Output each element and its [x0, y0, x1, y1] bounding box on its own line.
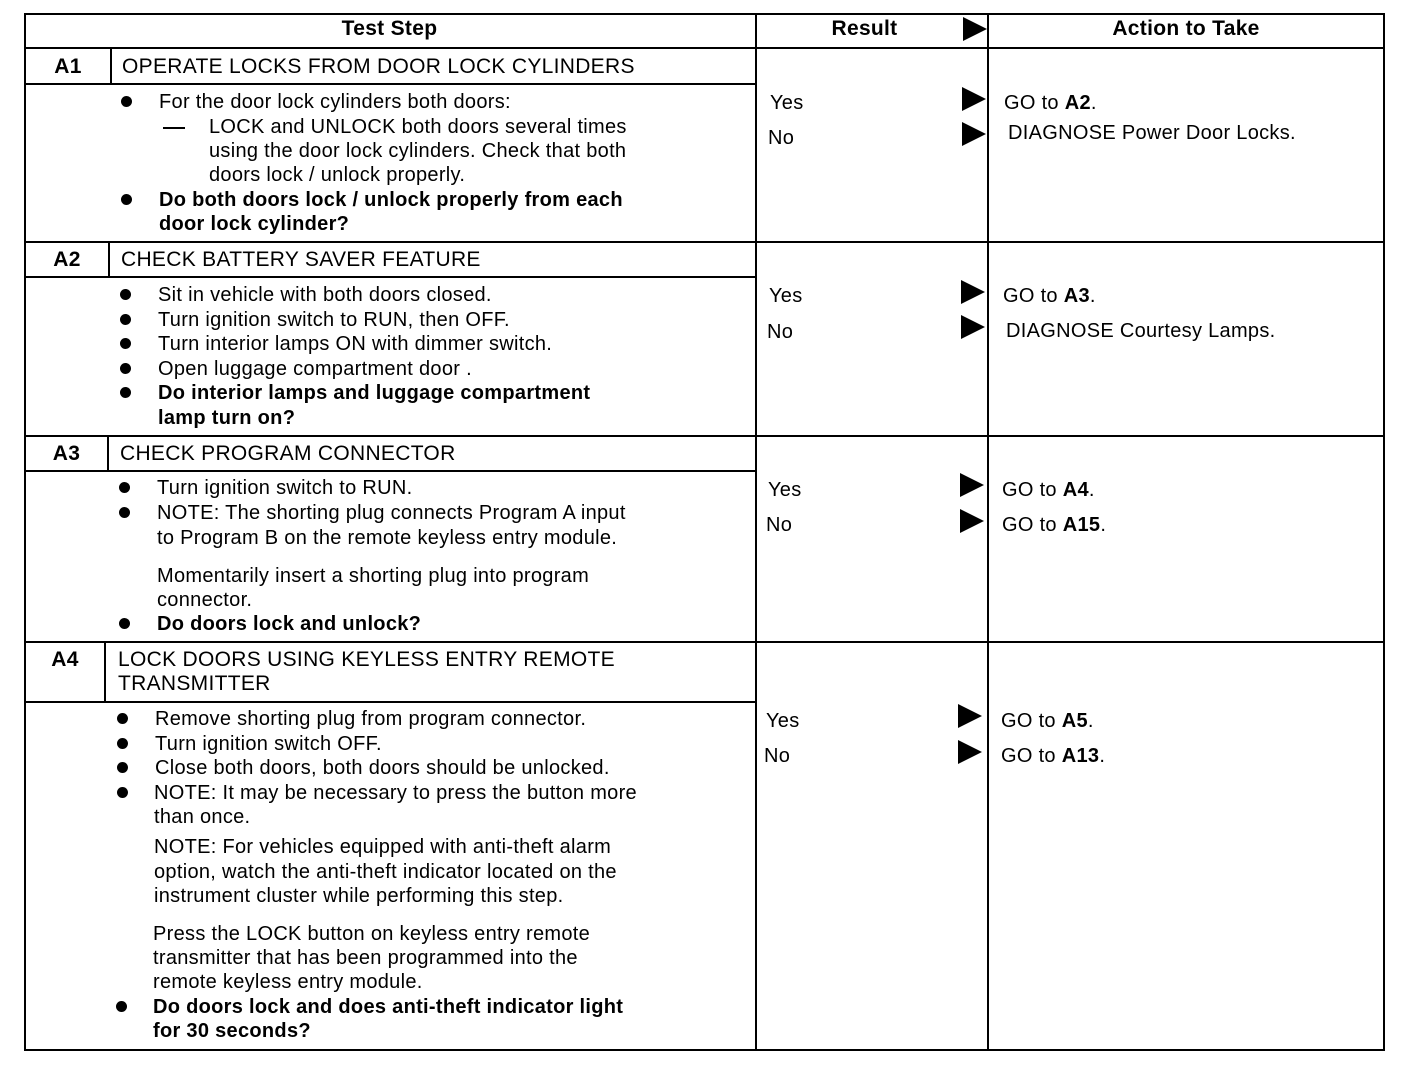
- bullet-icon: [117, 762, 128, 773]
- arrow-right-icon: [958, 740, 982, 764]
- step-question: Do doors lock and unlock?: [157, 613, 422, 635]
- bullet-icon: [117, 738, 128, 749]
- step-note: NOTE: It may be necessary to press the button more: [154, 782, 637, 804]
- arrow-right-icon: [962, 122, 986, 146]
- arrow-right-icon: [961, 280, 985, 304]
- action-no: DIAGNOSE Power Door Locks.: [1008, 122, 1296, 144]
- step-title: CHECK PROGRAM CONNECTOR: [120, 442, 456, 465]
- step-instruction: Close both doors, both doors should be unlocked.: [155, 757, 610, 779]
- step-instruction: Momentarily insert a shorting plug into program: [157, 565, 590, 587]
- step-note: NOTE: For vehicles equipped with anti-theft alarm: [154, 836, 612, 858]
- step-instruction: connector.: [157, 589, 253, 611]
- action-no: DIAGNOSE Courtesy Lamps.: [1006, 320, 1276, 342]
- action-text: GO to: [1002, 479, 1063, 501]
- step-question: lamp turn on?: [158, 407, 296, 429]
- bullet-icon: [121, 96, 132, 107]
- result-no: No: [764, 745, 791, 767]
- step-title: LOCK DOORS USING KEYLESS ENTRY REMOTE: [118, 648, 615, 671]
- bullet-icon: [119, 482, 130, 493]
- bullet-icon: [120, 289, 131, 300]
- step-instruction: Turn interior lamps ON with dimmer switch.: [158, 333, 553, 355]
- result-yes: Yes: [769, 285, 803, 307]
- title-row-border: [24, 276, 756, 278]
- step-sub-instruction: LOCK and UNLOCK both doors several times: [209, 116, 627, 138]
- step-reference: A13: [1061, 745, 1100, 767]
- step-note: option, watch the anti-theft indicator located on the: [154, 861, 617, 883]
- action-tail: .: [1088, 479, 1095, 501]
- arrow-right-icon: [961, 315, 985, 339]
- table-top-border: [24, 13, 1385, 15]
- table-left-border: [24, 13, 26, 1051]
- step-instruction: Sit in vehicle with both doors closed.: [158, 284, 492, 306]
- title-row-border: [24, 470, 756, 472]
- bullet-icon: [119, 507, 130, 518]
- step-id-divider: [104, 641, 106, 702]
- arrow-right-icon: [958, 704, 982, 728]
- step-instruction: Open luggage compartment door .: [158, 358, 472, 380]
- action-tail: .: [1087, 710, 1094, 732]
- step-question: door lock cylinder?: [159, 213, 350, 235]
- bullet-icon: [120, 314, 131, 325]
- action-tail: .: [1099, 745, 1106, 767]
- result-no: No: [766, 514, 793, 536]
- step-id-divider: [108, 241, 110, 277]
- action-text: GO to: [1002, 514, 1063, 536]
- bullet-icon: [120, 363, 131, 374]
- action-text: GO to: [1001, 710, 1062, 732]
- table-right-border: [1383, 13, 1385, 1051]
- header-arrow-icon: [963, 17, 987, 41]
- step-id: A3: [52, 442, 81, 465]
- action-yes: [1002, 478, 1095, 503]
- step-id-divider: [110, 47, 112, 84]
- action-text: GO to: [1003, 285, 1064, 307]
- action-no: [1001, 744, 1105, 769]
- step-instruction: remote keyless entry module.: [153, 971, 423, 993]
- result-yes: Yes: [770, 92, 804, 114]
- action-tail: .: [1090, 92, 1097, 114]
- step-note: to Program B on the remote keyless entry module.: [157, 527, 618, 549]
- action-text: GO to: [1001, 745, 1062, 767]
- dash-icon: [163, 127, 185, 129]
- arrow-right-icon: [960, 509, 984, 533]
- step-question: Do doors lock and does anti-theft indicator light: [153, 996, 624, 1018]
- step-note: than once.: [154, 806, 251, 828]
- step-title: OPERATE LOCKS FROM DOOR LOCK CYLINDERS: [122, 55, 635, 78]
- step-instruction: Turn ignition switch to RUN.: [157, 477, 413, 499]
- step-sub-instruction: doors lock / unlock properly.: [209, 164, 466, 186]
- step-question: for 30 seconds?: [153, 1020, 311, 1042]
- header-test-step: Test Step: [341, 17, 438, 40]
- action-column-divider: [987, 13, 989, 1051]
- action-tail: .: [1089, 285, 1096, 307]
- step-separator: [24, 435, 1385, 437]
- bullet-icon: [117, 713, 128, 724]
- step-question: Do interior lamps and luggage compartment: [158, 382, 591, 404]
- arrow-right-icon: [962, 87, 986, 111]
- title-row-border: [24, 701, 756, 703]
- step-question: Do both doors lock / unlock properly from each: [159, 189, 623, 211]
- action-yes: [1001, 709, 1094, 734]
- bullet-icon: [121, 194, 132, 205]
- action-text: GO to: [1004, 92, 1065, 114]
- action-yes: [1004, 91, 1097, 116]
- arrow-right-icon: [960, 473, 984, 497]
- bullet-icon: [117, 787, 128, 798]
- step-instruction: For the door lock cylinders both doors:: [159, 91, 511, 113]
- result-column-divider: [755, 13, 757, 1051]
- action-yes: [1003, 284, 1096, 309]
- header-result: Result: [831, 17, 898, 40]
- bullet-icon: [120, 387, 131, 398]
- action-no: [1002, 513, 1106, 538]
- step-reference: A2: [1064, 92, 1091, 114]
- step-instruction: transmitter that has been programmed into the: [153, 947, 578, 969]
- step-instruction: Press the LOCK button on keyless entry remote: [153, 923, 591, 945]
- step-instruction: Turn ignition switch to RUN, then OFF.: [158, 309, 510, 331]
- table-bottom-border: [24, 1049, 1385, 1051]
- step-id: A2: [53, 248, 81, 271]
- step-instruction: Turn ignition switch OFF.: [155, 733, 382, 755]
- step-reference: A15: [1062, 514, 1101, 536]
- step-sub-instruction: using the door lock cylinders. Check that both: [209, 140, 627, 162]
- step-reference: A3: [1063, 285, 1090, 307]
- step-title: CHECK BATTERY SAVER FEATURE: [121, 248, 481, 271]
- bullet-icon: [119, 618, 130, 629]
- result-yes: Yes: [766, 710, 800, 732]
- step-reference: A5: [1061, 710, 1088, 732]
- step-separator: [24, 641, 1385, 643]
- result-yes: Yes: [768, 479, 802, 501]
- action-tail: .: [1100, 514, 1107, 536]
- bullet-icon: [120, 338, 131, 349]
- step-reference: A4: [1062, 479, 1089, 501]
- step-instruction: Remove shorting plug from program connector.: [155, 708, 587, 730]
- step-id: A1: [54, 55, 82, 78]
- result-no: No: [767, 321, 794, 343]
- step-title: TRANSMITTER: [118, 672, 271, 695]
- bullet-icon: [116, 1001, 127, 1012]
- step-note: instrument cluster while performing this step.: [154, 885, 564, 907]
- result-no: No: [768, 127, 795, 149]
- title-row-border: [24, 83, 756, 85]
- step-id: A4: [51, 648, 79, 671]
- header-bottom-border: [24, 47, 1385, 49]
- header-action: Action to Take: [1112, 17, 1260, 40]
- step-note: NOTE: The shorting plug connects Program A input: [157, 502, 626, 524]
- step-id-divider: [107, 435, 109, 471]
- step-separator: [24, 241, 1385, 243]
